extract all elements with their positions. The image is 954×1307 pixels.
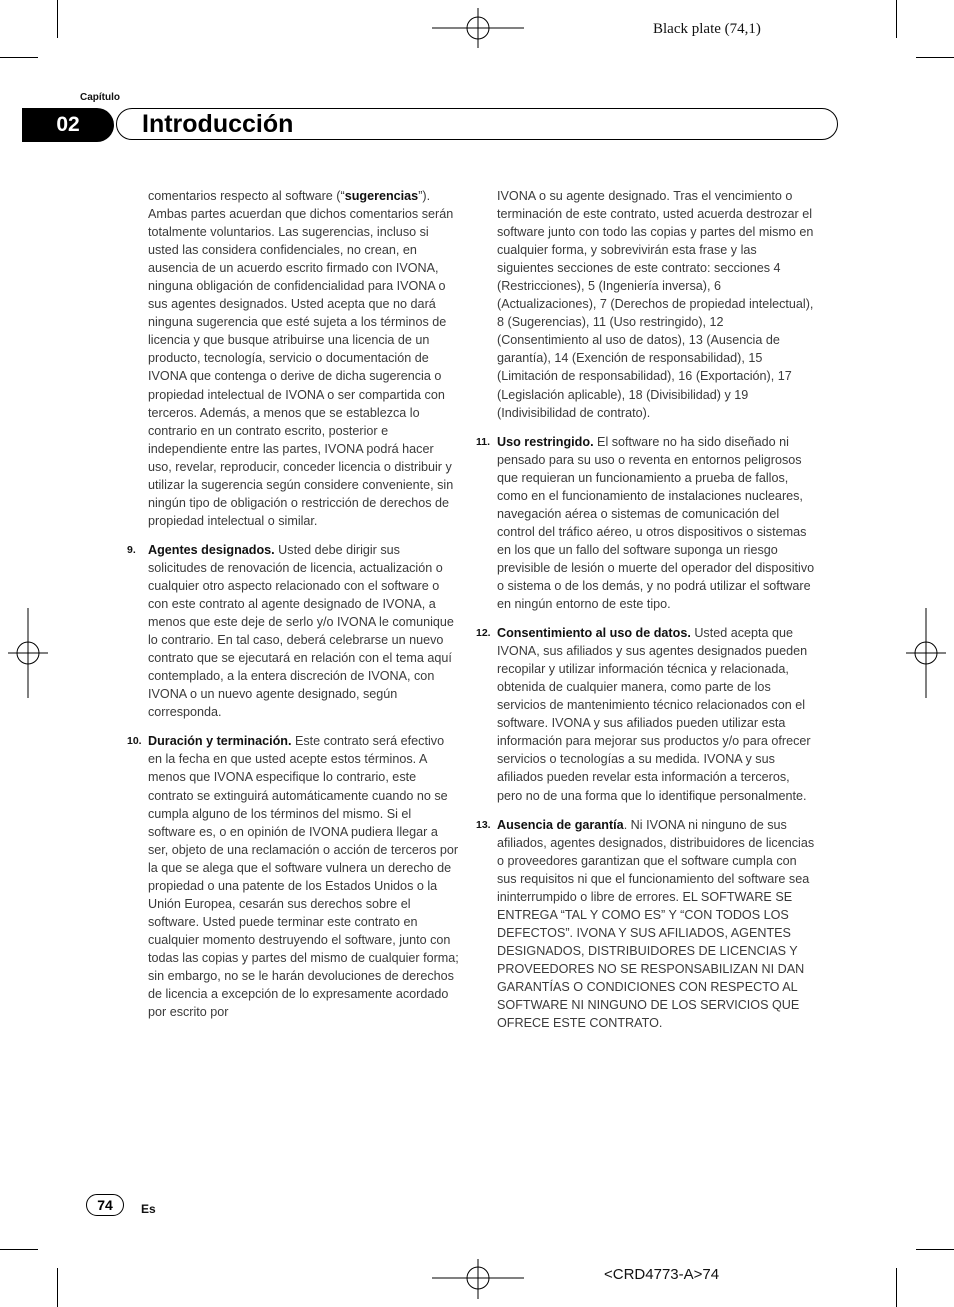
left-column [127,187,460,1021]
registration-mark-right [906,608,946,698]
clause-heading: Consentimiento al uso de datos. [497,626,691,641]
chapter-title: Introducción [142,110,294,138]
bold-term: sugerencias [344,189,419,203]
clause-heading: Ausencia de garantía [497,817,624,832]
registration-mark-top [432,8,524,48]
clause-13 [476,816,815,1033]
crop-mark [916,1249,954,1250]
clause-body: Usted acepta que IVONA, sus afiliados y sus agentes designados pueden recopilar y utilizar información técnica y relacionada, obtenida de cualquier manera, como parte de los servicios de mantenimiento técnico relacionados con el software. IVONA y sus afiliados pueden utilizar esta información para mejorar sus productos y/o para ofrecer servicios o tecnologías a su medida. IVONA y sus afiliados pueden revelar esta información a terceros, pero no de una forma que lo identifique personalmente. [497,626,811,803]
chapter-number: 02 [22,108,114,142]
clause-body: Usted debe dirigir sus solicitudes de renovación de licencia, actualización o cualquier otro aspecto relacionado con el software o con este contrato al agente designado de IVONA, a menos que este deje de serlo y/o IVONA le comunique lo contrario. En tal caso, deberá celebrarse un nuevo contrato que se ejecutará en relación con el tema aquí contemplado, a la entera discreción de IVONA, con IVONA o un nuevo agente designado, según corresponda. [148,542,454,720]
document-code: <CRD4773-A>74 [604,1266,720,1283]
crop-mark [896,1268,897,1307]
continuation-text: comentarios respecto al software (“ [148,189,345,203]
registration-mark-left [8,608,48,698]
clause-number: 9. [127,543,136,556]
clause-12 [476,624,815,804]
clause-9 [127,541,460,721]
crop-mark [57,0,58,38]
crop-mark [0,57,38,58]
clause-number: 12. [476,627,491,640]
black-plate-label: Black plate (74,1) [653,21,761,37]
clause-number: 13. [476,818,491,831]
clause-heading: Agentes designados. [148,542,275,557]
clause-body: El software no ha sido diseñado ni pensado para su uso o reventa en entornos peligrosos que requieran un funcionamiento a prueba de fallos, como en el funcionamiento de instalaciones nucleares, navegación aérea o sistemas de comunicación del control del tráfico aéreo, u otros dispositivos o sistemas en los que un fallo del software suponga un riesgo previsible de lesión o muerte del operador del dispositivo o sistema o de los demás, y no podrá utilizar el software en ningún entorno de este tipo. [497,434,815,612]
right-continuation-paragraph: IVONA o su agente designado. Tras el vencimiento o terminación de este contrato, usted acuerda destrozar el software junto con todo las copias y partes del mismo en cualquier forma, y sobrevivirán esta frase y las siguientes secciones de este contrato: secciones 4 (Restricciones), 5 (Ingeniería inversa), 6 (Actualizaciones), 7 (Derechos de propiedad intelectual), 8 (Sugerencias), 11 (Uso restringido), 12 (Consentimiento al uso de datos), 13 (Ausencia de garantía), 14 (Exención de responsabilidad), 15 (Limitación de responsabilidad), 16 (Exportación), 17 (Legislación aplicable), 18 (Divisibilidad) y 19 (Indivisibilidad de contrato). [497,189,814,420]
clause-body: Este contrato será efectivo en la fecha en que usted acepte estos términos. A menos que IVONA especifique lo contrario, este contrato se extinguirá automáticamente cuando no se cumpla alguno de los términos del mismo. Si el software es, o en opinión de IVONA pudiera llegar a ser, objeto de una reclamación o acción de terceros por la que se alega que el software vulnera un derecho de propiedad o una patente de los Estados Unidos o la Unión Europea, cesarán sus derechos sobre el software. Usted puede terminar este contrato en cualquier momento destruyendo el software, junto con todas las copias y partes del mismo de cualquier forma; sin embargo, no se le harán devoluciones de derechos de licencia a excepción de lo expresamente acordado por escrito por [148,734,459,1020]
continuation-text: ”). Ambas partes acuerdan que dichos comentarios serán totalmente voluntarios. Las sugerencias, incluso si usted las considera confidenciales, no crean, en ausencia de un acuerdo escrito firmado con IVONA, ninguna obligación de confidencialidad para IVONA o sus agentes designados. Usted acepta que no dará ninguna sugerencia que esté sujeta a los términos de licencia y que busque atribuirse una licencia de un producto, tecnología, servicio o documentación de IVONA que contenga o derive de dicha sugerencia o propiedad intelectual de IVONA o ser compartida con terceros. Además, a menos que se establezca lo contrario en un contrato escrito, posterior e independiente entre las partes, IVONA podrá hacer uso, revelar, reproducir, conceder licencia o distribuir y utilizar la sugerencia según considere conveniente, sin ningún tipo de obligación o restricción de derechos de propiedad intelectual o similar. [148,189,454,528]
language-label: Es [141,1202,156,1216]
clause-11 [476,433,815,613]
registration-mark-bottom [432,1259,524,1299]
crop-mark [57,1268,58,1307]
clause-number: 11. [476,435,491,448]
crop-mark [916,57,954,58]
clause-10 [127,732,460,1021]
left-continuation-paragraph [148,187,460,530]
clause-body: . Ni IVONA ni ninguno de sus afiliados, agentes designados, distribuidores de licencias o proveedores garantizan que el software cumpla con sus requisitos ni que el funcionamiento del software sea ininterrumpido o libre de errores. EL SOFTWARE SE ENTREGA “TAL Y COMO ES” Y “CON TODOS LOS DEFECTOS”. IVONA Y SUS AFILIADOS, AGENTES DESIGNADOS, DISTRIBUIDORES DE LICENCIAS Y PROVEEDORES NO SE RESPONSABILIZAN NI DAN GARANTÍAS O CONDICIONES CON RESPECTO AL SOFTWARE NI NINGUNO DE LOS SERVICIOS QUE OFRECE ESTE CONTRATO. [497,817,815,1031]
clause-heading: Duración y terminación. [148,734,292,749]
chapter-label: Capítulo [80,92,120,103]
crop-mark [896,0,897,38]
right-column [476,187,815,1032]
crop-mark [0,1249,38,1250]
page-number-badge: 74 [86,1194,124,1216]
clause-number: 10. [127,735,142,748]
clause-heading: Uso restringido. [497,434,594,449]
